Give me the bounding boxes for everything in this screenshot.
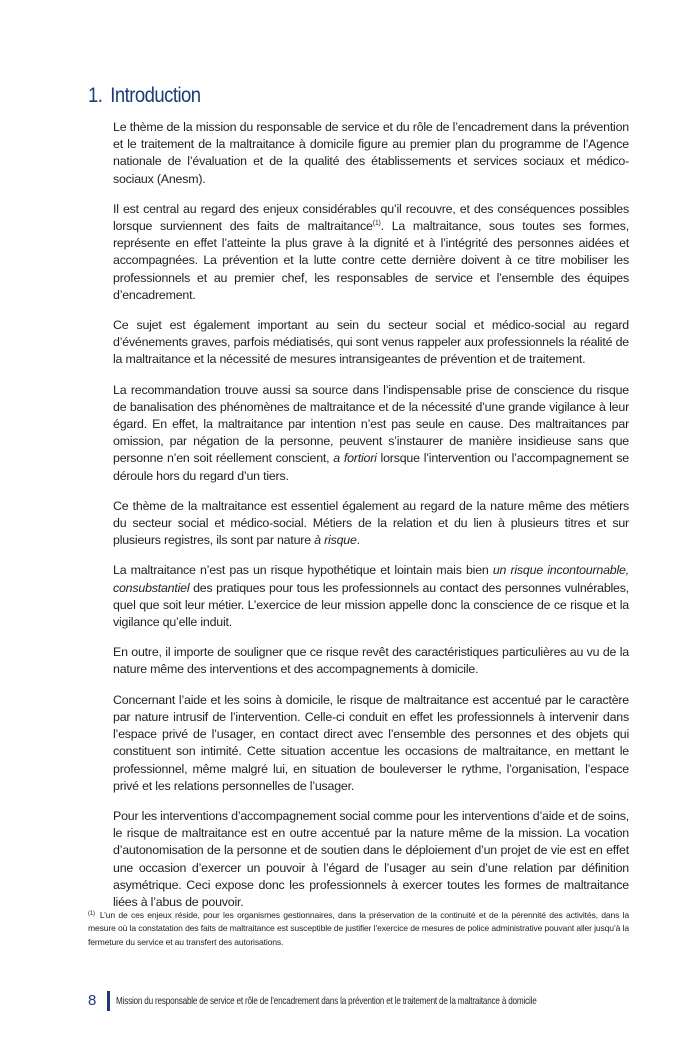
running-title: Mission du responsable de service et rôle de l’encadrement dans la prévention et le traitement de la maltraitance à domicile <box>116 996 537 1007</box>
paragraph-6-text-a: La maltraitance n’est pas un risque hypothétique et lointain mais bien <box>113 563 493 578</box>
paragraph-2 <box>113 201 629 304</box>
paragraph-7 <box>113 644 629 678</box>
footnote <box>88 909 629 949</box>
page-number: 8 <box>88 992 97 1009</box>
paragraph-4 <box>113 382 629 485</box>
paragraph-1 <box>113 119 629 188</box>
paragraph-1-text: Le thème de la mission du responsable de service et du rôle de l’encadrement dans la prévention et le traitement de la maltraitance à domicile figure au premier plan du programme de l’Agence nationale de l’évaluation et de la qualité des établissements et services sociaux et médico-sociaux (Anesm). <box>113 120 629 186</box>
paragraph-5-text-b: . <box>356 533 360 548</box>
footnote-reference[interactable]: (1) <box>372 220 381 228</box>
paragraph-5 <box>113 498 629 550</box>
body-text <box>113 119 629 924</box>
paragraph-6-text-b: des pratiques pour tous les professionnels au contact des personnes vulnérables, quel que soit leur métier. L’exercice de leur mission appelle donc la conscience de ce risque et la vigilance qu’elle induit. <box>113 580 629 630</box>
paragraph-8 <box>113 692 629 795</box>
paragraph-8-text: Concernant l’aide et les soins à domicile, le risque de maltraitance est accentué par le caractère par nature intrusif de l’intervention. Celle-ci conduit en effet les professionnels à intervenir dans l’espace privé de l’usager, en contact direct avec l’ensemble des personnes et des objets qui constituent son intimité. Cette situation accentue les occasions de maltraitance, en mettant le professionnel, même malgré lui, en situation de bouleverser le rythme, l’organisation, l’espace privé et les relations personnelles de l’usager. <box>113 692 629 793</box>
paragraph-4-text-b: lorsque l’intervention ou l’accompagnement se déroule hors du regard d’un tiers. <box>113 451 629 483</box>
paragraph-7-text: En outre, il importe de souligner que ce risque revêt des caractéristiques particulières au vu de la nature même des interventions et des accompagnements à domicile. <box>113 645 629 677</box>
paragraph-9 <box>113 808 629 911</box>
footer-divider <box>107 991 110 1011</box>
page-footer <box>88 991 648 1011</box>
paragraph-3 <box>113 317 629 369</box>
paragraph-6 <box>113 562 629 631</box>
paragraph-2-text-b: . La maltraitance, sous toutes ses formes, représente en effet l’atteinte la plus grave à la dignité et à l’intégrité des personnes aidées et accompagnées. La prévention et la lutte contre cette dernière doivent à ce titre mobiliser les professionnels et au premier chef, les responsables de service et l’ensemble des équipes d’encadrement. <box>113 219 629 302</box>
paragraph-2-text-a: Il est central au regard des enjeux considérables qu’il recouvre, et des conséquences possibles lorsque surviennent des faits de maltraitance <box>113 201 629 234</box>
footnote-text: L’un de ces enjeux réside, pour les organismes gestionnaires, dans la préservation de la continuité et de la pérennité des activités, dans la mesure où la constatation des faits de maltraitance est susceptible de justifier l’exercice de mesures de police administrative pouvant aller jusqu’à la fermeture du service et au transfert des autorisations. <box>88 910 629 947</box>
paragraph-3-text: Ce sujet est également important au sein du secteur social et médico-social au regard d’événements graves, parfois médiatisés, qui sont venus rappeler aux professionnels la réalité de la maltraitance et la nécessité de mesures intransigeantes de prévention et de traitement. <box>113 318 629 367</box>
paragraph-9-text: Pour les interventions d’accompagnement social comme pour les interventions d’aide et de soins, le risque de maltraitance est en outre accentué par la nature même de la mission. La vocation d’autonomisation de la personne et de soutien dans le déploiement d’un projet de vie est en effet une occasion d’exercer un pouvoir à l’égard de l’usager au sein d’une relation par définition asymétrique. Ceci expose donc les professionnels à exercer toutes les formes de maltraitance liées à l’abus de pouvoir. <box>113 808 629 909</box>
section-heading <box>88 84 201 108</box>
paragraph-5-text-a: Ce thème de la maltraitance est essentiel également au regard de la nature même des métiers du secteur social et médico-social. Métiers de la relation et du lien à plusieurs titres et sur plusieurs registres, ils sont par nature <box>113 498 629 548</box>
section-title: Introduction <box>110 84 201 107</box>
section-number: 1. <box>88 84 103 107</box>
paragraph-5-emphasis: à risque <box>314 533 357 548</box>
paragraph-6-emphasis: un risque incontournable, consubstantiel <box>113 563 629 595</box>
footnote-marker: (1) <box>88 911 95 917</box>
paragraph-4-text-a: La recommandation trouve aussi sa source dans l’indispensable prise de conscience du risque de banalisation des phénomènes de maltraitance et de la nécessité d’une grande vigilance à leur égard. En effet, la maltraitance par intention n’est pas seule en cause. Des maltraitances par omission, par négation de la personne, peuvent s’instaurer de manière insidieuse sans que personne n’en soit réellement conscient, <box>113 382 629 466</box>
paragraph-4-emphasis: a fortiori <box>333 451 377 466</box>
